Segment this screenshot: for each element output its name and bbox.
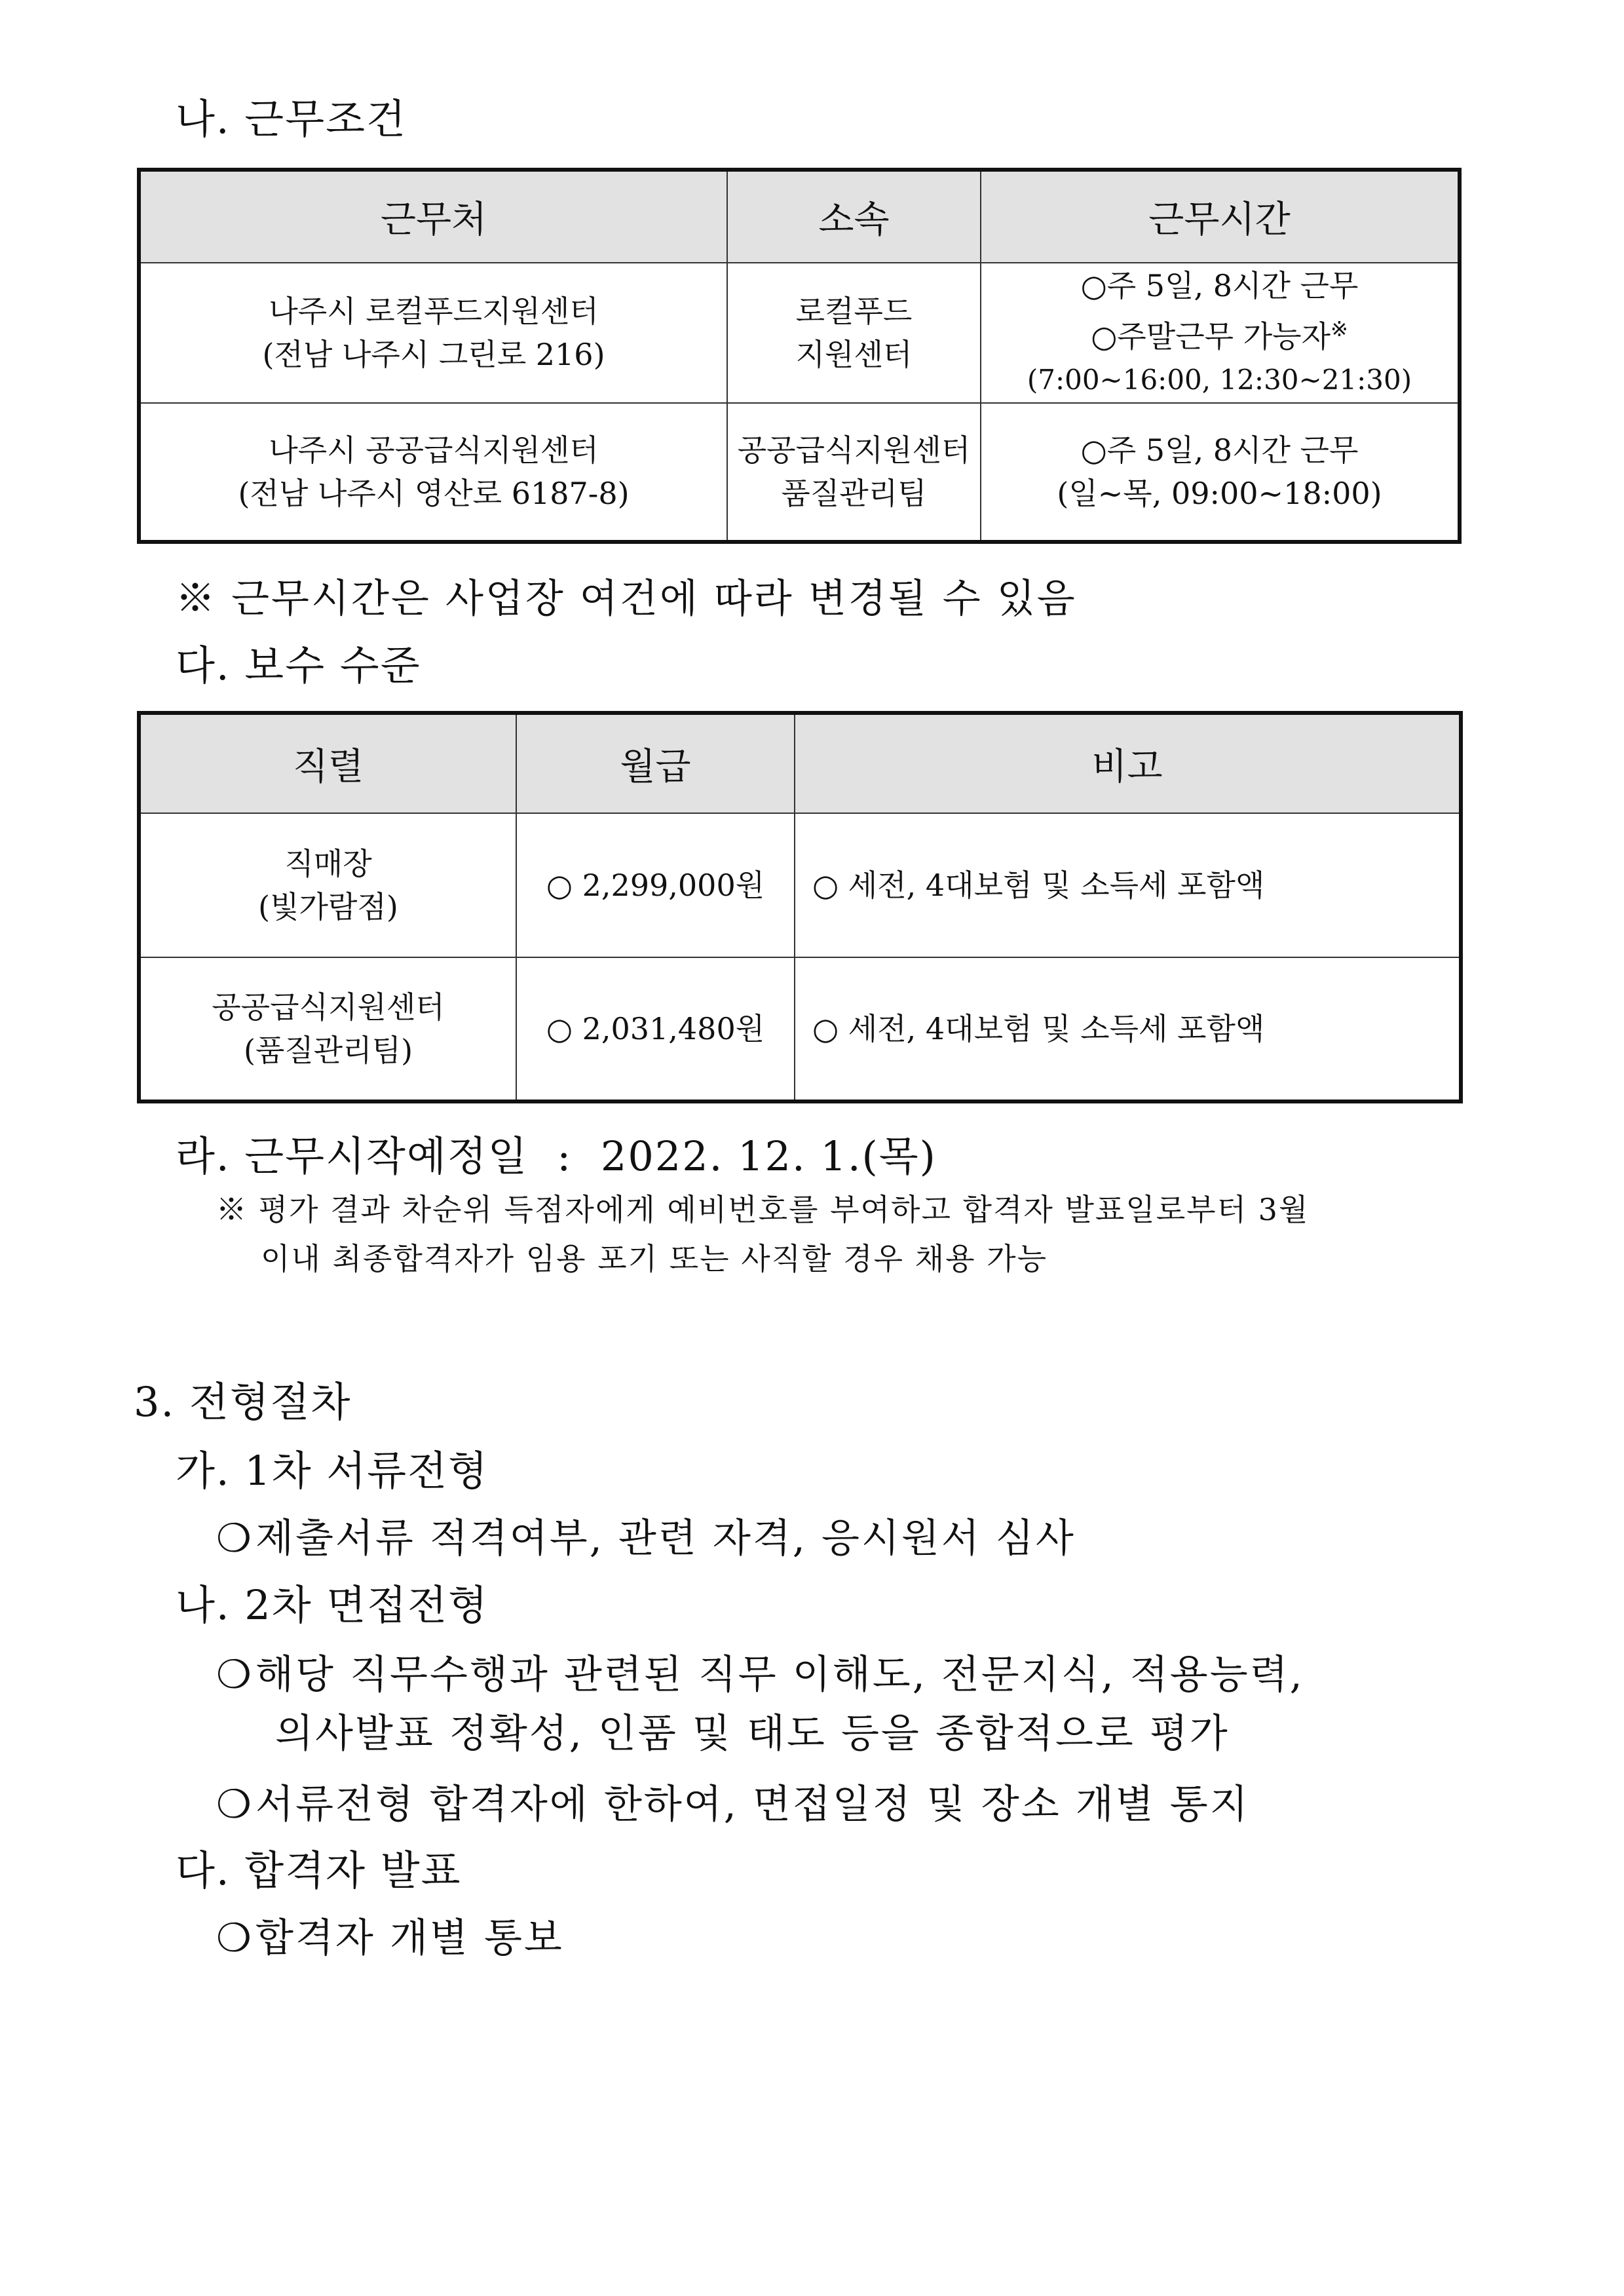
hours-line: (일~목, 09:00~18:00) [1057, 476, 1382, 511]
affiliation-line: 로컬푸드 [795, 294, 913, 329]
step-heading-interview: 나. 2차 면접전형 [176, 1581, 489, 1629]
cell-note: ○ 세전, 4대보험 및 소득세 포함액 [795, 813, 1461, 957]
affiliation-line: 공공급식지원센터 [737, 432, 971, 468]
list-item-continuation: 의사발표 정확성, 인품 및 태도 등을 종합적으로 평가 [275, 1711, 1230, 1757]
header-job: 직렬 [139, 713, 516, 813]
circle-bullet-icon: ❍ [216, 1915, 254, 1961]
cell-salary: ○ 2,031,480원 [516, 957, 795, 1101]
place-address: (전남 나주시 그린로 216) [262, 337, 605, 372]
header-affiliation: 소속 [727, 170, 981, 263]
section-heading-pay: 다. 보수 수준 [176, 641, 421, 689]
pay-table [137, 711, 1463, 1103]
table-row [139, 403, 1460, 542]
hours-shift-times: (7:00~16:00, 12:30~21:30) [1027, 363, 1412, 396]
list-item-text: 제출서류 적격여부, 관련 자격, 응시원서 심사 [255, 1516, 1076, 1561]
cell-work-place [139, 403, 727, 542]
affiliation-line: 지원센터 [795, 337, 913, 372]
reference-mark: ※ [1331, 316, 1348, 342]
cell-job [139, 957, 516, 1101]
work-hours-note: ※ 근무시간은 사업장 여건에 따라 변경될 수 있음 [176, 576, 1077, 622]
affiliation-line: 품질관리팀 [781, 476, 927, 511]
step-heading-announcement: 다. 합격자 발표 [176, 1846, 462, 1894]
circle-bullet-icon: ❍ [216, 1652, 254, 1698]
cell-work-hours [981, 403, 1460, 542]
list-item-text: 해당 직무수행과 관련된 직무 이해도, 전문지식, 적용능력, [255, 1652, 1304, 1698]
separator: : [557, 1132, 573, 1180]
list-item [216, 1773, 1250, 1829]
cell-salary: ○ 2,299,000원 [516, 813, 795, 957]
start-date: 2022. 12. 1.(목) [600, 1132, 937, 1180]
cell-note: ○ 세전, 4대보험 및 소득세 포함액 [795, 957, 1461, 1101]
hours-line [981, 307, 1458, 358]
job-detail: (빛가람점) [258, 889, 398, 925]
circle-bullet-icon: ❍ [216, 1516, 254, 1561]
section-heading-selection-process: 3. 전형절차 [134, 1378, 352, 1426]
place-address: (전남 나주시 영산로 6187-8) [238, 476, 630, 511]
table-row [139, 263, 1460, 403]
table-row [139, 957, 1461, 1101]
cell-job [139, 813, 516, 957]
section-heading-start-date: 라. 근무시작예정일 [176, 1132, 529, 1180]
cell-affiliation [727, 263, 981, 403]
job-name: 직매장 [284, 846, 372, 881]
work-conditions-table [137, 168, 1462, 544]
list-item [216, 1907, 564, 1963]
place-name: 나주시 로컬푸드지원센터 [269, 294, 599, 329]
hours-line: ○주 5일, 8시간 근무 [1080, 268, 1359, 304]
list-item-text: 합격자 개별 통보 [255, 1915, 564, 1961]
start-date-line [176, 1124, 937, 1182]
table-row [139, 813, 1461, 957]
header-work-place: 근무처 [139, 170, 727, 263]
list-item [216, 1643, 1304, 1700]
header-note: 비고 [795, 713, 1461, 813]
job-detail: (품질관리팀) [243, 1033, 413, 1068]
step-heading-document-screening: 가. 1차 서류전형 [176, 1447, 489, 1495]
section-heading-work-conditions: 나. 근무조건 [176, 95, 407, 143]
start-date-note-line2: 이내 최종합격자가 임용 포기 또는 사직할 경우 채용 가능 [261, 1241, 1048, 1276]
start-date-note-line1: ※ 평가 결과 차순위 득점자에게 예비번호를 부여하고 합격자 발표일로부터 3월 [216, 1192, 1310, 1227]
hours-weekend: ○주말근무 가능자 [1091, 318, 1331, 354]
cell-work-place [139, 263, 727, 403]
circle-bullet-icon: ❍ [216, 1782, 254, 1827]
cell-work-hours [981, 263, 1460, 403]
cell-affiliation [727, 403, 981, 542]
header-work-hours: 근무시간 [981, 170, 1460, 263]
list-item-text: 서류전형 합격자에 한하여, 면접일정 및 장소 개별 통지 [255, 1782, 1250, 1827]
table-header-row [139, 713, 1461, 813]
place-name: 나주시 공공급식지원센터 [269, 432, 599, 468]
job-name: 공공급식지원센터 [212, 989, 445, 1025]
header-salary: 월급 [516, 713, 795, 813]
table-header-row [139, 170, 1460, 263]
hours-line: ○주 5일, 8시간 근무 [1080, 432, 1359, 468]
list-item [216, 1507, 1076, 1563]
